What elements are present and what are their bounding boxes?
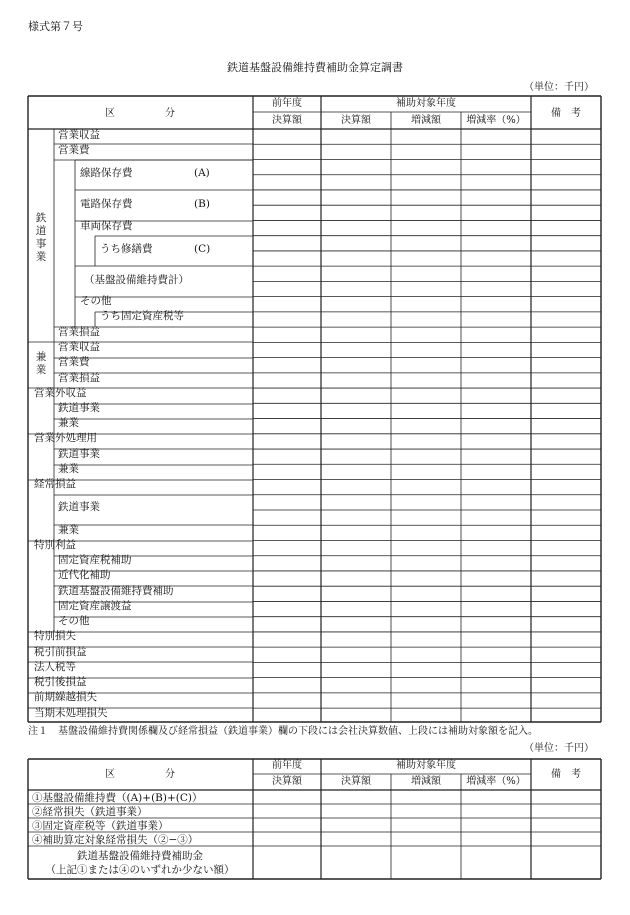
header-kubun: 区 分 — [105, 108, 175, 119]
row-track-mark: (A) — [194, 167, 210, 179]
t2-header-target-kessan: 決算額 — [341, 776, 371, 787]
row-aftertax-profit-loss: 税引後損益 — [34, 676, 87, 688]
form-number: 様式第７号 — [28, 20, 83, 33]
row-asset-tax: うち固定資産税等 — [100, 310, 184, 322]
row-unprocessed-loss: 当期未処理損失 — [34, 707, 108, 719]
unit-label-top: （単位：千円） — [524, 82, 594, 93]
row-side-op-profit-loss: 営業損益 — [58, 372, 100, 384]
row-side-op-expense: 営業費 — [58, 356, 90, 368]
row-nonop-exp-side: 兼業 — [58, 463, 79, 475]
row-sg-other: その他 — [58, 615, 90, 627]
row-electric-maintenance: 電路保存費 — [80, 198, 133, 210]
header-biko: 備 考 — [551, 108, 581, 119]
t2-header-zougenritsu: 増減率（%） — [466, 776, 526, 787]
row-vehicle-maintenance: 車両保存費 — [80, 220, 133, 232]
row-nonop-rev-side: 兼業 — [58, 417, 79, 429]
t2-row-ordinary-loss: ②経常損失（鉄道事業） — [32, 806, 148, 818]
group-label-side-business — [36, 350, 47, 376]
unit-label-bottom: （単位：千円） — [524, 743, 594, 754]
row-sg-asset-transfer: 固定資産譲渡益 — [58, 600, 132, 612]
row-sg-base-subsidy: 鉄道基盤設備維持費補助 — [58, 585, 174, 597]
group-label-railway-char: 鉄 — [35, 212, 47, 224]
row-other: その他 — [80, 295, 112, 307]
document-title: 鉄道基盤設備維持費補助金算定調書 — [227, 61, 403, 74]
row-nonop-rev-rail: 鉄道事業 — [58, 402, 100, 414]
group-label-railway — [36, 211, 47, 263]
t2-header-target-year: 補助対象年度 — [396, 760, 456, 771]
t2-row-target-loss: ④補助算定対象経常損失（②−③） — [32, 834, 199, 846]
header-zougenritsu: 増減率（%） — [466, 115, 526, 126]
row-nonop-expense: 営業外処理用 — [34, 432, 97, 444]
row-sg-asset-tax-subsidy: 固定資産税補助 — [58, 554, 132, 566]
group-label-railway-char: 業 — [35, 251, 47, 263]
group-label-side-char: 兼 — [35, 351, 47, 363]
row-special-gain: 特別利益 — [34, 539, 76, 551]
row-sg-modernization: 近代化補助 — [58, 569, 111, 581]
row-nonop-exp-rail: 鉄道事業 — [58, 448, 100, 460]
header-target-year: 補助対象年度 — [396, 98, 456, 109]
row-op-expense: 営業費 — [58, 144, 90, 156]
row-special-loss: 特別損失 — [34, 630, 76, 642]
row-base-total: （基盤設備維持費計） — [84, 274, 189, 286]
header-prev-year: 前年度 — [272, 98, 302, 109]
t2-header-prev-year: 前年度 — [272, 760, 302, 771]
t2-header-prev-kessan: 決算額 — [272, 776, 302, 787]
row-electric-mark: (B) — [194, 198, 210, 210]
t2-header-kubun: 区 分 — [105, 769, 175, 780]
row-op-revenue: 営業収益 — [58, 129, 100, 141]
footnote: 注１ 基盤設備維持費関係欄及び経常損益（鉄道事業）欄の下段には会社決算数値、上段には補助対象額を記入。 — [28, 726, 538, 737]
t2-row-subsidy-line2: （上記①または④のいずれか少ない額） — [45, 864, 235, 876]
row-ordinary-profit-loss: 経常損益 — [34, 478, 76, 490]
group-label-railway-char: 事 — [35, 238, 47, 250]
t2-row-asset-tax: ③固定資産税等（鉄道事業） — [32, 820, 169, 832]
row-ordinary-side: 兼業 — [58, 524, 79, 536]
t2-row-base-cost: ①基盤設備維持費（(A)+(B)+(C)） — [32, 792, 203, 804]
header-zougen: 増減額 — [411, 115, 441, 126]
row-op-profit-loss: 営業損益 — [58, 326, 100, 338]
header-prev-kessan: 決算額 — [272, 115, 302, 126]
row-pretax-profit-loss: 税引前損益 — [34, 646, 87, 658]
header-target-kessan: 決算額 — [341, 115, 371, 126]
t2-header-biko: 備 考 — [551, 769, 581, 780]
row-corporate-tax: 法人税等 — [34, 661, 76, 673]
t2-row-subsidy-line1: 鉄道基盤設備維持費補助金 — [77, 850, 203, 862]
t2-header-zougen: 増減額 — [411, 776, 441, 787]
row-ordinary-rail: 鉄道事業 — [58, 501, 100, 513]
group-label-side-char: 業 — [35, 364, 47, 376]
row-carry-forward-loss: 前期繰越損失 — [34, 691, 97, 703]
group-label-railway-char: 道 — [35, 225, 47, 237]
row-track-maintenance: 線路保存費 — [80, 167, 133, 179]
table-grid — [28, 96, 601, 722]
row-repair-mark: (C) — [194, 243, 211, 255]
row-side-op-revenue: 営業収益 — [58, 341, 100, 353]
row-nonop-revenue: 営業外収益 — [34, 387, 87, 399]
row-repair-cost: うち修繕費 — [100, 243, 153, 255]
